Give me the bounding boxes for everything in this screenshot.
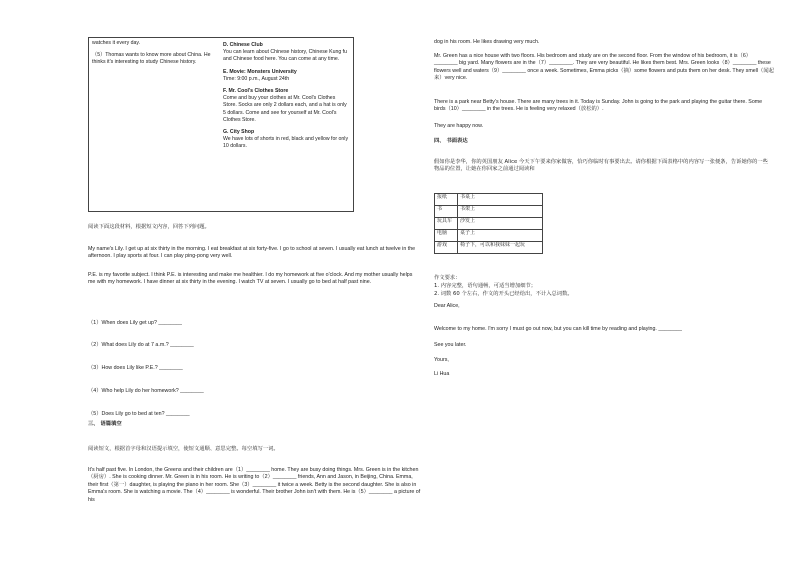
ad-heading-f: F. Mr. Cool's Clothes Store (223, 88, 289, 95)
cloze-paragraph-5: They are happy now. (434, 123, 484, 129)
requirement-2: 2. 词数 60 个左右，作文的开头已经给出，不计入总词数。 (434, 291, 573, 297)
items-table (434, 193, 543, 254)
box-left-column (92, 40, 216, 72)
cloze-paragraph-3: Mr. Green has a nice house with two floors. His bedroom and study are on the second floor. From the window of his bedroom, it is（6）________ big yard. Many flowers are in the（7）________. They are very beautiful. He likes them best. Mrs. Green looks（8）________ these flowers well and waters（9）________ once a week. Sometimes, Emma picks（摘）some flowers and puts them on her desk. They smell（闻起来）very nice. (434, 53, 774, 82)
letter-yours: Yours, (434, 357, 449, 363)
table-item: 报纸 (435, 194, 458, 206)
ad-heading-g: G. City Shop (223, 129, 255, 136)
question-2: （2）What does Lily do at 7 a.m.? ________ (88, 342, 194, 348)
box-left-text-1: watches it every day. (92, 40, 141, 46)
letter-signature: Li Hua (434, 371, 450, 377)
ad-heading-e: E. Movie: Monsters University (223, 68, 297, 75)
requirements-title: 作文要求： (434, 275, 461, 281)
ad-body-f: Come and buy your clothes at Mr. Cool's Clothes Store. Socks are only 2 dollars each, and a hat is only 5 dollars. Come and see for yourself at Mr. Cool's Clothes Store. (223, 95, 347, 123)
question-3: （3）How does Lily like P.E.? ________ (88, 365, 183, 371)
table-place: 桌子上 (458, 230, 543, 242)
notice-box (88, 37, 354, 212)
letter-see-you: See you later. (434, 342, 467, 348)
table-row (435, 230, 543, 242)
table-row (435, 242, 543, 254)
table-item: 游戏 (435, 242, 458, 254)
table-item: 书 (435, 206, 458, 218)
cloze-paragraph-1: It's half past five. In London, the Greens and their children are（1）________ home. They are busy doing things. Mrs. Green is in the kitchen（厨房）. She is cooking dinner. Mr. Green is in his room. He is writing to（2）________ friends, Ann and Jason, in Beijing, China. Emma, their first（第一）daughter, is playing the piano in her room. She（3）________ it twice a week. Betty is the second daughter. She is also in Emma's room. She is watching a movie. The（4）________ is wonderful. Their brother John isn't with them. He is（5）________ a picture of his (88, 467, 422, 503)
requirement-1: 1. 内容完整，语句通畅，可适当增加细节； (434, 283, 537, 289)
table-row (435, 218, 543, 230)
table-place: 书架上 (458, 206, 543, 218)
cloze-paragraph-4: There is a park near Betty's house. There are many trees in it. Today is Sunday. John is going to the park and playing the guitar there. Some birds（10）________ in the trees. He is feeling very relaxed（放松的）. (434, 99, 764, 113)
cloze-instruction: 阅读短文，根据首字母和汉语提示填空，使短文通顺、意思完整。每空填写一词。 (88, 446, 279, 452)
table-place: 沙发上 (458, 218, 543, 230)
box-right-column (223, 40, 349, 156)
ad-body-e: Time: 9:00 p.m., August 24th (223, 75, 290, 82)
letter-greeting: Dear Alice, (434, 303, 460, 309)
box-left-text-2: （5）Thomas wants to know more about China. He thinks it's interesting to study Chinese history. (92, 52, 211, 66)
cloze-section-title: 三、 语篇填空 (88, 421, 122, 427)
question-5: （5）Does Lily go to bed at ten? ________ (88, 411, 190, 417)
letter-body: Welcome to my home. I'm sorry I must go out now, but you can kill time by reading and playing. ________ (434, 326, 682, 332)
reading-paragraph-1: My name's Lily. I get up at six thirty in the morning. I eat breakfast at six forty-five. I go to school at seven. I usually eat lunch at twelve in the afternoon. I play sports at four. I can play ping-pong very well. (88, 246, 417, 260)
table-row (435, 206, 543, 218)
reading-paragraph-2: P.E. is my favorite subject. I think P.E. is interesting and make me healthier. I do my homework at five o'clock. And my mother usually helps me with my homework. I have dinner at six thirty in the evening. I watch TV at seven. I usually go to bed at half past nine. (88, 272, 414, 286)
question-4: （4）Who help Lily do her homework? ________ (88, 388, 204, 394)
reading-instruction: 阅读下面这段材料，根据短文内容，回答下列问题。 (88, 224, 210, 230)
question-1: （1）When does Lily get up? ________ (88, 320, 182, 326)
writing-instruction: 假如你是李华，你的英国朋友 Alice 今天下午要来你家做客，恰巧你临时有事要出去。请你根据下面表格中的内容写一张便条，告诉她你的一些物品的位置，让她在你回家之前通过阅读和 (434, 159, 768, 173)
ad-body-d: You can learn about Chinese history, Chinese Kung fu and Chinese food here. You can come at any time. (223, 49, 348, 63)
table-item: 玩具车 (435, 218, 458, 230)
ad-body-g: We have lots of shorts in red, black and yellow for only 10 dollars. (223, 136, 349, 150)
table-row (435, 194, 543, 206)
table-place: 书桌上 (458, 194, 543, 206)
writing-section-title: 四、 书面表达 (434, 138, 468, 144)
cloze-paragraph-2: dog in his room. He likes drawing very much. (434, 39, 540, 45)
ad-heading-d: D. Chinese Club (223, 42, 263, 48)
table-item: 电脑 (435, 230, 458, 242)
table-place: 椅子下，可以和我妹妹一起玩 (458, 242, 543, 254)
